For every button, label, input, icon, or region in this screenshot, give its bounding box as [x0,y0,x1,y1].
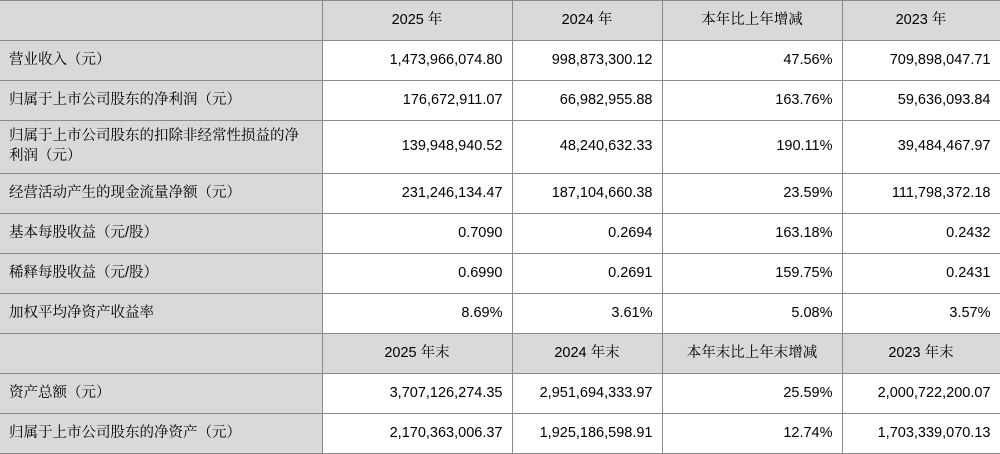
cell-net-assets-2023: 1,703,339,070.13 [842,414,1000,454]
table-row [0,254,1000,294]
cell-net-assets-change: 12.74% [662,414,842,454]
cell-weighted-roe-change: 5.08% [662,294,842,334]
cell-weighted-roe-2025: 8.69% [322,294,512,334]
table-row [0,374,1000,414]
cell-diluted-eps-2024: 0.2691 [512,254,662,294]
cell-net-profit-excl-change: 190.11% [662,121,842,174]
row-label-net-assets: 归属于上市公司股东的净资产（元） [0,414,322,454]
header-cell-blank [0,1,322,41]
row-label-net-profit: 归属于上市公司股东的净利润（元） [0,81,322,121]
cell-diluted-eps-2025: 0.6990 [322,254,512,294]
row-label-basic-eps: 基本每股收益（元/股） [0,214,322,254]
cell-total-assets-2024: 2,951,694,333.97 [512,374,662,414]
header-cell-2025: 2025 年 [322,1,512,41]
cell-basic-eps-2025: 0.7090 [322,214,512,254]
table-row [0,214,1000,254]
cell-basic-eps-2024: 0.2694 [512,214,662,254]
cell-net-assets-2024: 1,925,186,598.91 [512,414,662,454]
row-label-net-profit-excl-nonrecurring: 归属于上市公司股东的扣除非经常性损益的净利润（元） [0,121,322,174]
cell-total-assets-2023: 2,000,722,200.07 [842,374,1000,414]
header-cell-2023: 2023 年 [842,1,1000,41]
cell-basic-eps-change: 163.18% [662,214,842,254]
header-cell-2023-end: 2023 年末 [842,334,1000,374]
header-cell-2025-end: 2025 年末 [322,334,512,374]
row-label-revenue: 营业收入（元） [0,41,322,81]
table-row [0,174,1000,214]
table-row [0,294,1000,334]
cell-net-profit-2025: 176,672,911.07 [322,81,512,121]
header-cell-2024-end: 2024 年末 [512,334,662,374]
cell-net-profit-2024: 66,982,955.88 [512,81,662,121]
cell-net-profit-change: 163.76% [662,81,842,121]
cell-weighted-roe-2023: 3.57% [842,294,1000,334]
header-cell-yoy-change: 本年比上年增减 [662,1,842,41]
cell-diluted-eps-2023: 0.2431 [842,254,1000,294]
cell-net-profit-excl-2024: 48,240,632.33 [512,121,662,174]
table-header-row-period-end [0,334,1000,374]
row-label-diluted-eps: 稀释每股收益（元/股） [0,254,322,294]
cell-operating-cashflow-change: 23.59% [662,174,842,214]
cell-revenue-2024: 998,873,300.12 [512,41,662,81]
cell-operating-cashflow-2025: 231,246,134.47 [322,174,512,214]
table-row [0,121,1000,174]
cell-basic-eps-2023: 0.2432 [842,214,1000,254]
cell-net-profit-excl-2023: 39,484,467.97 [842,121,1000,174]
cell-operating-cashflow-2023: 111,798,372.18 [842,174,1000,214]
table-row [0,414,1000,454]
cell-operating-cashflow-2024: 187,104,660.38 [512,174,662,214]
table-header-row-annual [0,1,1000,41]
header-cell-period-end-change: 本年末比上年末增减 [662,334,842,374]
table-row [0,41,1000,81]
table-row [0,81,1000,121]
row-label-total-assets: 资产总额（元） [0,374,322,414]
cell-revenue-2023: 709,898,047.71 [842,41,1000,81]
header-cell-blank-2 [0,334,322,374]
cell-total-assets-change: 25.59% [662,374,842,414]
row-label-operating-cashflow: 经营活动产生的现金流量净额（元） [0,174,322,214]
cell-revenue-change: 47.56% [662,41,842,81]
cell-net-profit-2023: 59,636,093.84 [842,81,1000,121]
cell-weighted-roe-2024: 3.61% [512,294,662,334]
row-label-weighted-roe: 加权平均净资产收益率 [0,294,322,334]
cell-net-assets-2025: 2,170,363,006.37 [322,414,512,454]
cell-total-assets-2025: 3,707,126,274.35 [322,374,512,414]
cell-net-profit-excl-2025: 139,948,940.52 [322,121,512,174]
header-cell-2024: 2024 年 [512,1,662,41]
cell-diluted-eps-change: 159.75% [662,254,842,294]
cell-revenue-2025: 1,473,966,074.80 [322,41,512,81]
